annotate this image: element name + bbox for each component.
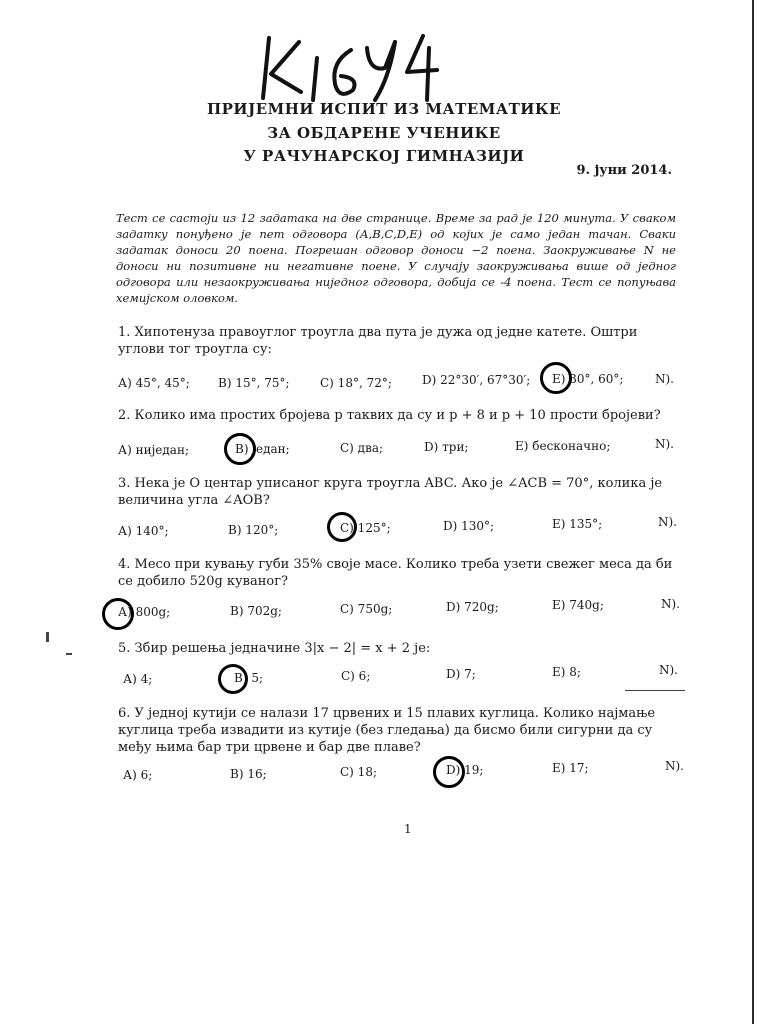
q5-option-n[interactable]: N).: [659, 663, 678, 677]
q1-answer-circle: [540, 362, 572, 394]
q2-option-d[interactable]: D) три;: [424, 440, 469, 454]
question-2: 2. Колико има простих бројева p таквих да су и p + 8 и p + 10 прости бројеви?: [118, 408, 661, 423]
q2-option-c[interactable]: С) два;: [340, 441, 384, 455]
q4-option-b[interactable]: В) 702g;: [230, 604, 282, 618]
q3-option-a[interactable]: А) 140°;: [118, 524, 169, 538]
q5-option-c[interactable]: С) 6;: [341, 669, 371, 683]
q6-option-d[interactable]: D) 19;: [446, 763, 484, 777]
page-number: 1: [404, 822, 412, 836]
question-1: 1. Хипотенуза правоуглог троугла два пута је дужа од једне катете. Оштри углови тог троугла су:: [118, 325, 638, 357]
exam-school: У РАЧУНАРСКОЈ ГИМНАЗИЈИ: [243, 147, 525, 165]
q4-option-a[interactable]: А) 800g;: [118, 605, 171, 619]
question-4: 4. Месо при кувању губи 35% своје масе. Колико треба узети свежег меса да би се добило 520g куваног?: [118, 557, 673, 589]
scan-smudge: [66, 653, 72, 655]
q2-option-b[interactable]: В) један;: [235, 442, 290, 456]
q1-option-c[interactable]: С) 18°, 72°;: [320, 376, 392, 390]
scan-smudge: [46, 632, 49, 642]
exam-date: 9. јуни 2014.: [576, 163, 672, 178]
q2-option-e[interactable]: Е) бесконачно;: [515, 439, 611, 453]
q6-answer-circle: [433, 756, 465, 788]
q6-option-n[interactable]: N).: [665, 759, 684, 773]
q1-option-a[interactable]: А) 45°, 45°;: [118, 376, 190, 390]
q4-option-d[interactable]: D) 720g;: [446, 600, 499, 614]
q6-option-a[interactable]: А) 6;: [123, 768, 153, 782]
q4-option-n[interactable]: N).: [661, 597, 680, 611]
q5-option-a[interactable]: А) 4;: [123, 672, 153, 686]
scan-smudge: [625, 690, 685, 691]
q3-option-b[interactable]: В) 120°;: [228, 523, 279, 537]
q6-option-c[interactable]: С) 18;: [340, 765, 377, 779]
q6-option-b[interactable]: В) 16;: [230, 767, 267, 781]
q2-option-a[interactable]: А) ниједан;: [118, 443, 189, 457]
q4-option-c[interactable]: С) 750g;: [340, 602, 393, 616]
handwritten-code: [255, 28, 445, 106]
exam-subtitle: ЗА ОБДАРЕНЕ УЧЕНИКЕ: [267, 124, 501, 142]
question-6: 6. У једној кутији се налази 17 црвених и 15 плавих куглица. Колико најмање куглица треба извадити из кутије (без гледања) да бисмо били сигурни да су међу њима бар три црвене и бар две плаве?: [118, 706, 656, 755]
q4-option-e[interactable]: Е) 740g;: [552, 598, 604, 612]
q4-answer-circle: [102, 598, 134, 630]
q5-option-d[interactable]: D) 7;: [446, 667, 476, 681]
exam-title: ПРИЈЕМНИ ИСПИТ ИЗ МАТЕМАТИКЕ: [206, 100, 561, 118]
q2-option-n[interactable]: N).: [655, 437, 674, 451]
q1-option-e[interactable]: Е) 30°, 60°;: [552, 372, 624, 386]
q5-option-b[interactable]: В) 5;: [234, 671, 263, 685]
q1-option-d[interactable]: D) 22°30′, 67°30′;: [422, 373, 531, 387]
q6-option-e[interactable]: Е) 17;: [552, 761, 589, 775]
q1-option-b[interactable]: В) 15°, 75°;: [218, 376, 290, 390]
q3-option-n[interactable]: N).: [658, 515, 677, 529]
q2-answer-circle: [224, 433, 256, 465]
q3-option-e[interactable]: Е) 135°;: [552, 517, 603, 531]
question-3: 3. Нека је O центар уписаног круга троугла ABC. Ако је ∠ACB = 70°, колика је величина угла ∠AOB?: [118, 476, 663, 508]
q1-option-n[interactable]: N).: [655, 372, 674, 386]
question-5: 5. Збир решења једначине 3|x − 2| = x + 2 је:: [118, 641, 431, 656]
q5-option-e[interactable]: Е) 8;: [552, 665, 581, 679]
instructions: Тест се састоји из 12 задатака на две странице. Време за рад је 120 минута. У сваком задатку понуђено је пет одговора (А,В,С,D,Е) од којих је само један тачан. Сваки задатак доноси 20 поена. Погрешан одговор доноси −2 поена. Заокруживање N не доноси ни позитивне ни негативне поене. У случају заокруживања више од једног одговора или незаокруживања ниједног одговора, добија се -4 поена. Тест се попуњава хемијском оловком.: [116, 211, 676, 305]
q3-answer-circle: [327, 512, 357, 542]
q5-answer-circle: [218, 664, 248, 694]
q3-option-d[interactable]: D) 130°;: [443, 519, 495, 533]
q3-option-c[interactable]: С) 125°;: [340, 521, 391, 535]
